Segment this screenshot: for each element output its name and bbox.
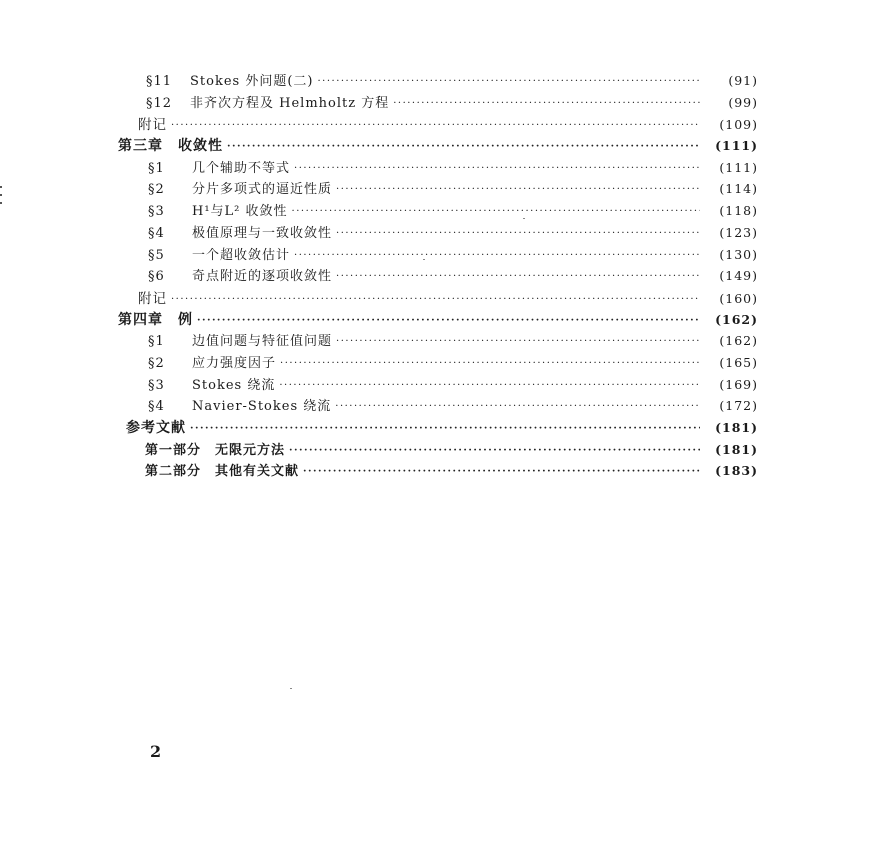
page-edge-mark [0, 180, 3, 220]
toc-page-number: (130) [719, 246, 758, 262]
toc-entry-title: 分片多项式的逼近性质 [192, 182, 333, 198]
dot-leader [171, 120, 700, 131]
toc-entry-title: 奇点附近的逐项收敛性 [192, 269, 333, 285]
toc-entry-title: 几个辅助不等式 [192, 160, 291, 176]
dot-leader [292, 206, 700, 217]
toc-page-number: (114) [719, 181, 758, 197]
toc-entry-title: 一个超收敛估计 [192, 247, 291, 263]
toc-chapter [118, 417, 758, 439]
toc-entry [118, 287, 758, 309]
toc-entry [118, 222, 758, 244]
dot-leader [279, 380, 700, 391]
toc-section-number: §1 [148, 334, 165, 350]
toc-entry [118, 330, 758, 352]
toc-section-number: §4 [148, 225, 165, 241]
toc-entry [118, 460, 758, 482]
toc-page-number: (118) [719, 203, 758, 219]
dot-leader [336, 228, 700, 239]
toc-entry-title: 第一部分 无限元方法 [145, 442, 286, 458]
toc-page-number: (183) [715, 463, 758, 479]
toc-page-number: (123) [719, 224, 758, 240]
scan-speck [290, 688, 292, 689]
toc-entry [118, 92, 758, 114]
toc-chapter-title: 第三章 收敛性 [118, 138, 223, 155]
toc-entry-title: 极值原理与一致收敛性 [192, 225, 333, 241]
toc-entry [118, 265, 758, 287]
toc-page-number: (109) [719, 117, 758, 133]
toc-section-number: §11 [146, 74, 173, 89]
dot-leader [190, 423, 700, 434]
toc-section-number: §3 [148, 377, 165, 393]
toc-entry [118, 200, 758, 222]
toc-entry-title: Stokes 绕流 [192, 377, 276, 393]
toc-section-number: §3 [148, 204, 165, 220]
toc-entry-title: Stokes 外问题(二) [190, 74, 314, 89]
page-number: 2 [150, 742, 162, 761]
toc-entry [118, 113, 758, 135]
toc-page-number: (111) [715, 138, 758, 154]
dot-leader [336, 184, 700, 195]
toc-page-number: (165) [719, 354, 758, 370]
dot-leader [171, 294, 700, 305]
toc-page-number: (160) [719, 290, 758, 306]
dot-leader [393, 98, 700, 109]
toc-page-number: (91) [728, 73, 758, 88]
toc-entry-title: 应力强度因子 [192, 355, 277, 371]
dot-leader [336, 336, 700, 347]
toc-entry [118, 244, 758, 266]
toc-chapter-title: 参考文献 [126, 420, 186, 436]
toc-entry-title: 附记 [138, 290, 167, 307]
toc-chapter-title: 第四章 例 [118, 311, 193, 328]
toc-section-number: §6 [148, 269, 165, 285]
toc-page-number: (99) [728, 94, 758, 110]
toc-section-number: §12 [146, 95, 173, 111]
toc-page-number: (162) [715, 311, 758, 327]
toc-entry [118, 439, 758, 461]
dot-leader [289, 445, 700, 456]
dot-leader [294, 250, 700, 261]
dot-leader [294, 163, 700, 174]
toc-section-number: §2 [148, 355, 165, 371]
toc-page-number: (169) [719, 376, 758, 392]
toc-entry-title: 边值问题与特征值问题 [192, 334, 333, 350]
table-of-contents [118, 70, 758, 482]
dot-leader [197, 315, 700, 326]
toc-section-number: §5 [148, 247, 165, 263]
toc-page-number: (149) [719, 268, 758, 284]
toc-page-number: (162) [719, 333, 758, 349]
toc-entry [118, 178, 758, 200]
toc-entry-title: Navier-Stokes 绕流 [192, 399, 332, 415]
toc-entry [118, 352, 758, 374]
toc-page-number: (181) [715, 441, 758, 457]
toc-entry [118, 395, 758, 417]
toc-entry-title: 非齐次方程及 Helmholtz 方程 [190, 95, 390, 111]
dot-leader [335, 401, 700, 412]
dot-leader [317, 76, 700, 87]
toc-chapter [118, 135, 758, 157]
toc-page-number: (172) [719, 398, 758, 414]
toc-entry [118, 157, 758, 179]
dot-leader [280, 358, 700, 369]
dot-leader [303, 466, 700, 477]
toc-entry [118, 374, 758, 396]
dot-leader [336, 271, 700, 282]
dot-leader [227, 141, 700, 152]
toc-entry-title: 第二部分 其他有关文献 [145, 464, 300, 480]
toc-entry [118, 70, 758, 92]
toc-section-number: §2 [148, 182, 165, 198]
toc-page-number: (181) [715, 420, 758, 435]
toc-page-number: (111) [719, 159, 758, 175]
toc-entry-title: 附记 [138, 117, 167, 134]
toc-entry-title: H¹与L² 收敛性 [192, 204, 288, 220]
toc-chapter [118, 309, 758, 331]
toc-section-number: §4 [148, 399, 165, 415]
toc-section-number: §1 [148, 160, 165, 176]
